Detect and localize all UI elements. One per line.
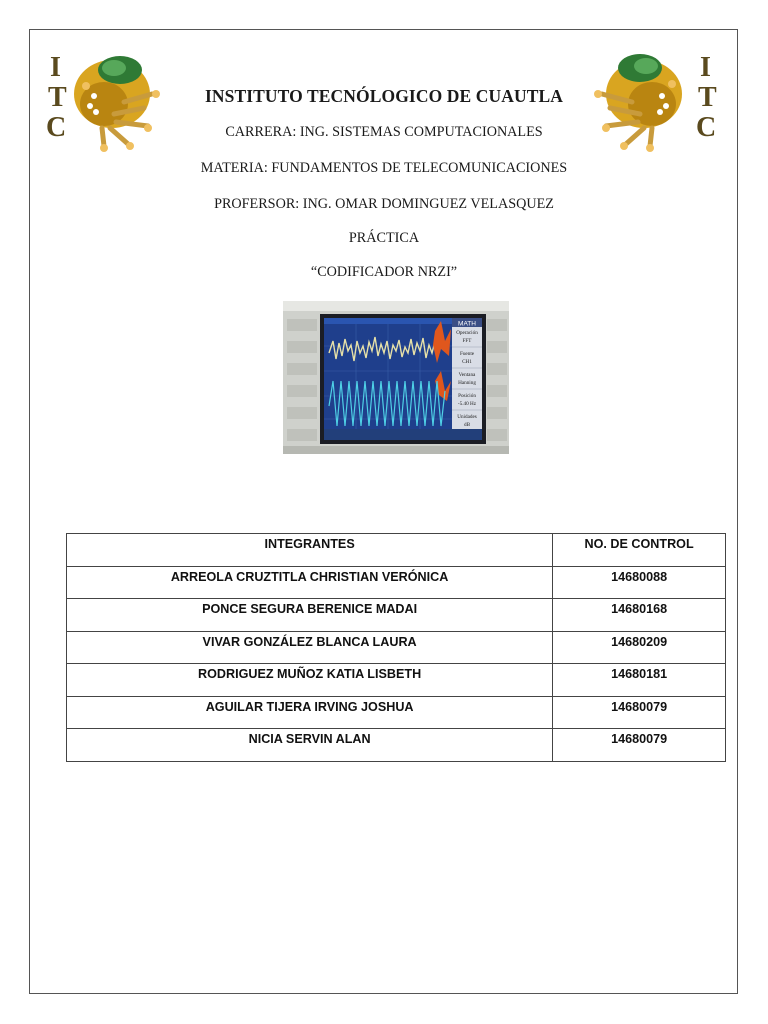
- logo-letter-c: C: [46, 112, 67, 143]
- subject-line: MATERIA: FUNDAMENTOS DE TELECOMUNICACIONES: [200, 160, 568, 176]
- table-row: [67, 696, 726, 729]
- menu-item-label: Unidades: [457, 414, 477, 420]
- member-name: VIVAR GONZÁLEZ BLANCA LAURA: [67, 631, 553, 664]
- menu-item-label: Fuente: [459, 351, 475, 357]
- table-row: [67, 664, 726, 697]
- members-table: [66, 533, 726, 762]
- header-integrantes: INTEGRANTES: [67, 534, 553, 567]
- control-number: 14680209: [553, 631, 726, 664]
- menu-item-label: Ventana: [458, 372, 476, 378]
- logo-letter-i: I: [50, 52, 61, 83]
- member-name: AGUILAR TIJERA IRVING JOSHUA: [67, 696, 553, 729]
- table-header-row: [67, 534, 726, 567]
- control-number: 14680088: [553, 566, 726, 599]
- menu-item-value: dB: [463, 422, 471, 428]
- logo-letter-i: I: [700, 52, 711, 83]
- logo-letter-t: T: [48, 82, 67, 113]
- professor-line: PROFERSOR: ING. OMAR DOMINGUEZ VELASQUEZ: [214, 196, 554, 212]
- institution-title: INSTITUTO TECNÓLOGICO DE CUAUTLA: [205, 86, 563, 106]
- logo-letter-c: C: [696, 112, 717, 143]
- header-control: NO. DE CONTROL: [553, 534, 726, 567]
- table-row: [67, 631, 726, 664]
- menu-item-value: -5.40 Hz: [457, 401, 477, 407]
- practice-title: “CODIFICADOR NRZI”: [310, 264, 458, 280]
- practice-label: PRÁCTICA: [348, 230, 420, 246]
- control-number: 14680168: [553, 599, 726, 632]
- menu-item-value: Hanning: [458, 380, 476, 386]
- control-number: 14680079: [553, 729, 726, 762]
- member-name: ARREOLA CRUZTITLA CHRISTIAN VERÓNICA: [67, 566, 553, 599]
- control-number: 14680079: [553, 696, 726, 729]
- menu-item-value: CH1: [462, 359, 472, 365]
- member-name: NICIA SERVIN ALAN: [67, 729, 553, 762]
- oscilloscope-photo: [283, 301, 509, 454]
- table-row: [67, 566, 726, 599]
- member-name: PONCE SEGURA BERENICE MADAI: [67, 599, 553, 632]
- control-number: 14680181: [553, 664, 726, 697]
- menu-item-label: Posición: [458, 393, 476, 399]
- math-menu-title: MATH: [458, 320, 476, 328]
- menu-item-value: FFT: [462, 338, 472, 344]
- career-line: CARRERA: ING. SISTEMAS COMPUTACIONALES: [225, 124, 543, 140]
- table-row: [67, 729, 726, 762]
- table-row: [67, 599, 726, 632]
- menu-item-label: Operación: [456, 330, 478, 336]
- logo-letter-t: T: [698, 82, 717, 113]
- member-name: RODRIGUEZ MUÑOZ KATIA LISBETH: [67, 664, 553, 697]
